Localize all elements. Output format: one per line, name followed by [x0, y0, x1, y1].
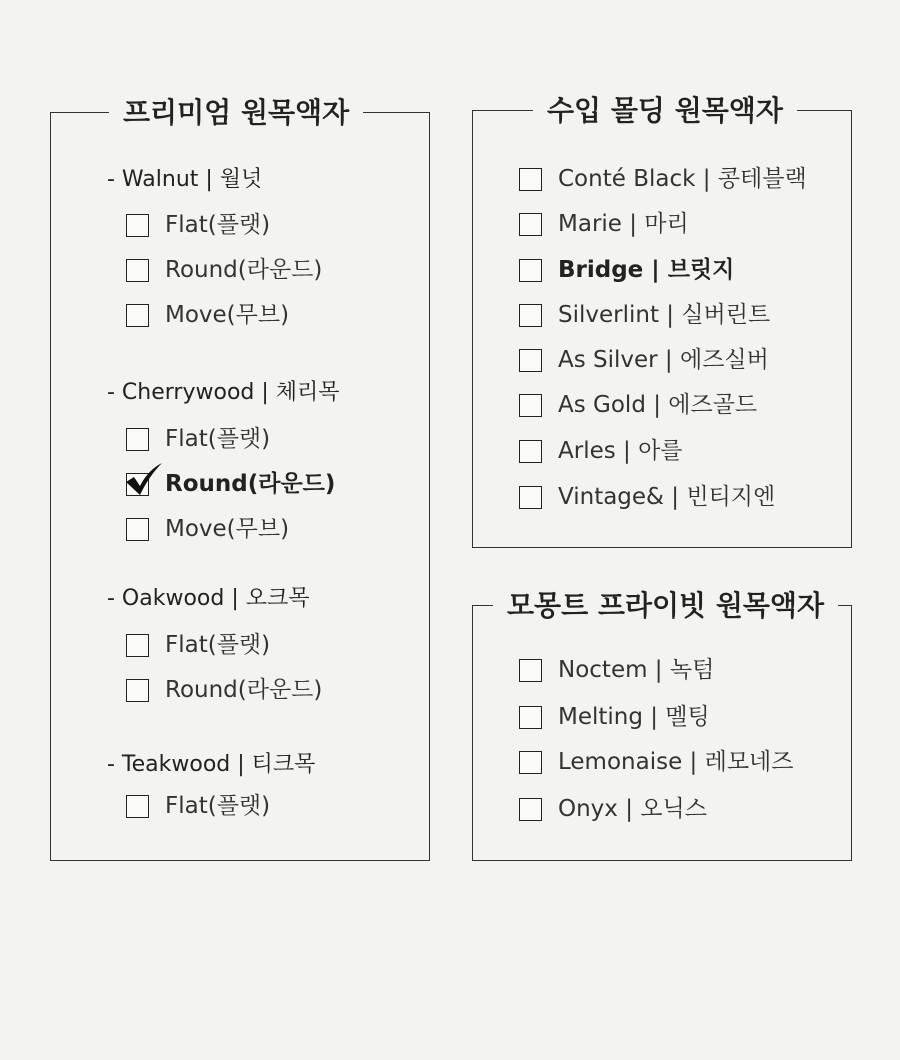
option-label: Vintage& | 빈티지엔 [558, 484, 776, 510]
option-melting[interactable] [519, 702, 710, 732]
option-label: Round(라운드) [165, 471, 336, 497]
checkbox[interactable] [519, 798, 542, 821]
option-label: Round(라운드) [165, 257, 323, 283]
option-bridge[interactable] [519, 255, 734, 285]
checkbox[interactable] [126, 634, 149, 657]
checkbox[interactable] [126, 428, 149, 451]
option-silverlint[interactable] [519, 300, 770, 330]
option-label: Move(무브) [165, 516, 290, 542]
option-label: Flat(플랫) [165, 632, 271, 658]
option-label: Noctem | 녹텀 [558, 657, 715, 683]
option-label: Melting | 멜팅 [558, 704, 710, 730]
option-oakwood-round[interactable] [126, 675, 322, 705]
option-teakwood-flat[interactable] [126, 791, 270, 821]
option-label: Marie | 마리 [558, 211, 689, 237]
checkbox[interactable] [519, 440, 542, 463]
option-label: As Gold | 에즈골드 [558, 392, 758, 418]
option-label: Move(무브) [165, 302, 290, 328]
checkbox[interactable] [519, 659, 542, 682]
option-walnut-move[interactable] [126, 300, 289, 330]
checkbox[interactable] [519, 349, 542, 372]
option-label: Silverlint | 실버린트 [558, 302, 771, 328]
group-title-cherrywood: - Cherrywood | 체리목 [107, 380, 340, 405]
checkbox[interactable] [126, 259, 149, 282]
checkbox[interactable] [126, 518, 149, 541]
checkmark-icon [124, 462, 164, 498]
imported-frame-fieldset [472, 94, 852, 548]
option-label: Flat(플랫) [165, 212, 271, 238]
imported-frame-legend: 수입 몰딩 원목액자 [533, 91, 797, 131]
option-lemonaise[interactable] [519, 747, 793, 777]
option-label: Flat(플랫) [165, 426, 271, 452]
checkbox[interactable] [519, 706, 542, 729]
checkbox[interactable] [519, 486, 542, 509]
checkbox[interactable] [126, 679, 149, 702]
checkbox[interactable] [519, 304, 542, 327]
option-arles[interactable] [519, 436, 683, 466]
premium-frame-fieldset [50, 96, 430, 861]
option-as-silver[interactable] [519, 345, 769, 375]
checkbox[interactable] [519, 259, 542, 282]
option-cherrywood-flat[interactable] [126, 424, 270, 454]
option-vintage[interactable] [519, 482, 775, 512]
option-walnut-round[interactable] [126, 255, 322, 285]
option-oakwood-flat[interactable] [126, 630, 270, 660]
option-conte-black[interactable] [519, 164, 807, 194]
option-label: Round(라운드) [165, 677, 323, 703]
checkbox[interactable] [126, 795, 149, 818]
checkbox[interactable] [126, 304, 149, 327]
checkbox[interactable] [519, 394, 542, 417]
option-walnut-flat[interactable] [126, 210, 270, 240]
option-as-gold[interactable] [519, 390, 757, 420]
checkbox[interactable] [519, 168, 542, 191]
checkbox-checked[interactable] [126, 473, 149, 496]
option-label: Onyx | 오닉스 [558, 796, 707, 822]
group-title-teakwood: - Teakwood | 티크목 [107, 752, 316, 777]
option-cherrywood-round[interactable] [126, 469, 335, 499]
option-onyx[interactable] [519, 794, 707, 824]
private-frame-fieldset [472, 589, 852, 861]
option-marie[interactable] [519, 209, 689, 239]
option-label: As Silver | 에즈실버 [558, 347, 769, 373]
group-title-oakwood: - Oakwood | 오크목 [107, 586, 310, 611]
option-label: Flat(플랫) [165, 793, 271, 819]
option-label: Arles | 아를 [558, 438, 683, 464]
option-label: Lemonaise | 레모네즈 [558, 749, 794, 775]
checkbox[interactable] [519, 213, 542, 236]
checkbox[interactable] [519, 751, 542, 774]
option-label: Conté Black | 콩테블랙 [558, 166, 807, 192]
option-label: Bridge | 브릿지 [558, 257, 735, 283]
checkbox[interactable] [126, 214, 149, 237]
group-title-walnut: - Walnut | 월넛 [107, 167, 263, 192]
premium-frame-legend: 프리미엄 원목액자 [109, 93, 363, 133]
option-cherrywood-move[interactable] [126, 514, 289, 544]
private-frame-legend: 모몽트 프라이빗 원목액자 [493, 586, 838, 626]
option-noctem[interactable] [519, 655, 714, 685]
